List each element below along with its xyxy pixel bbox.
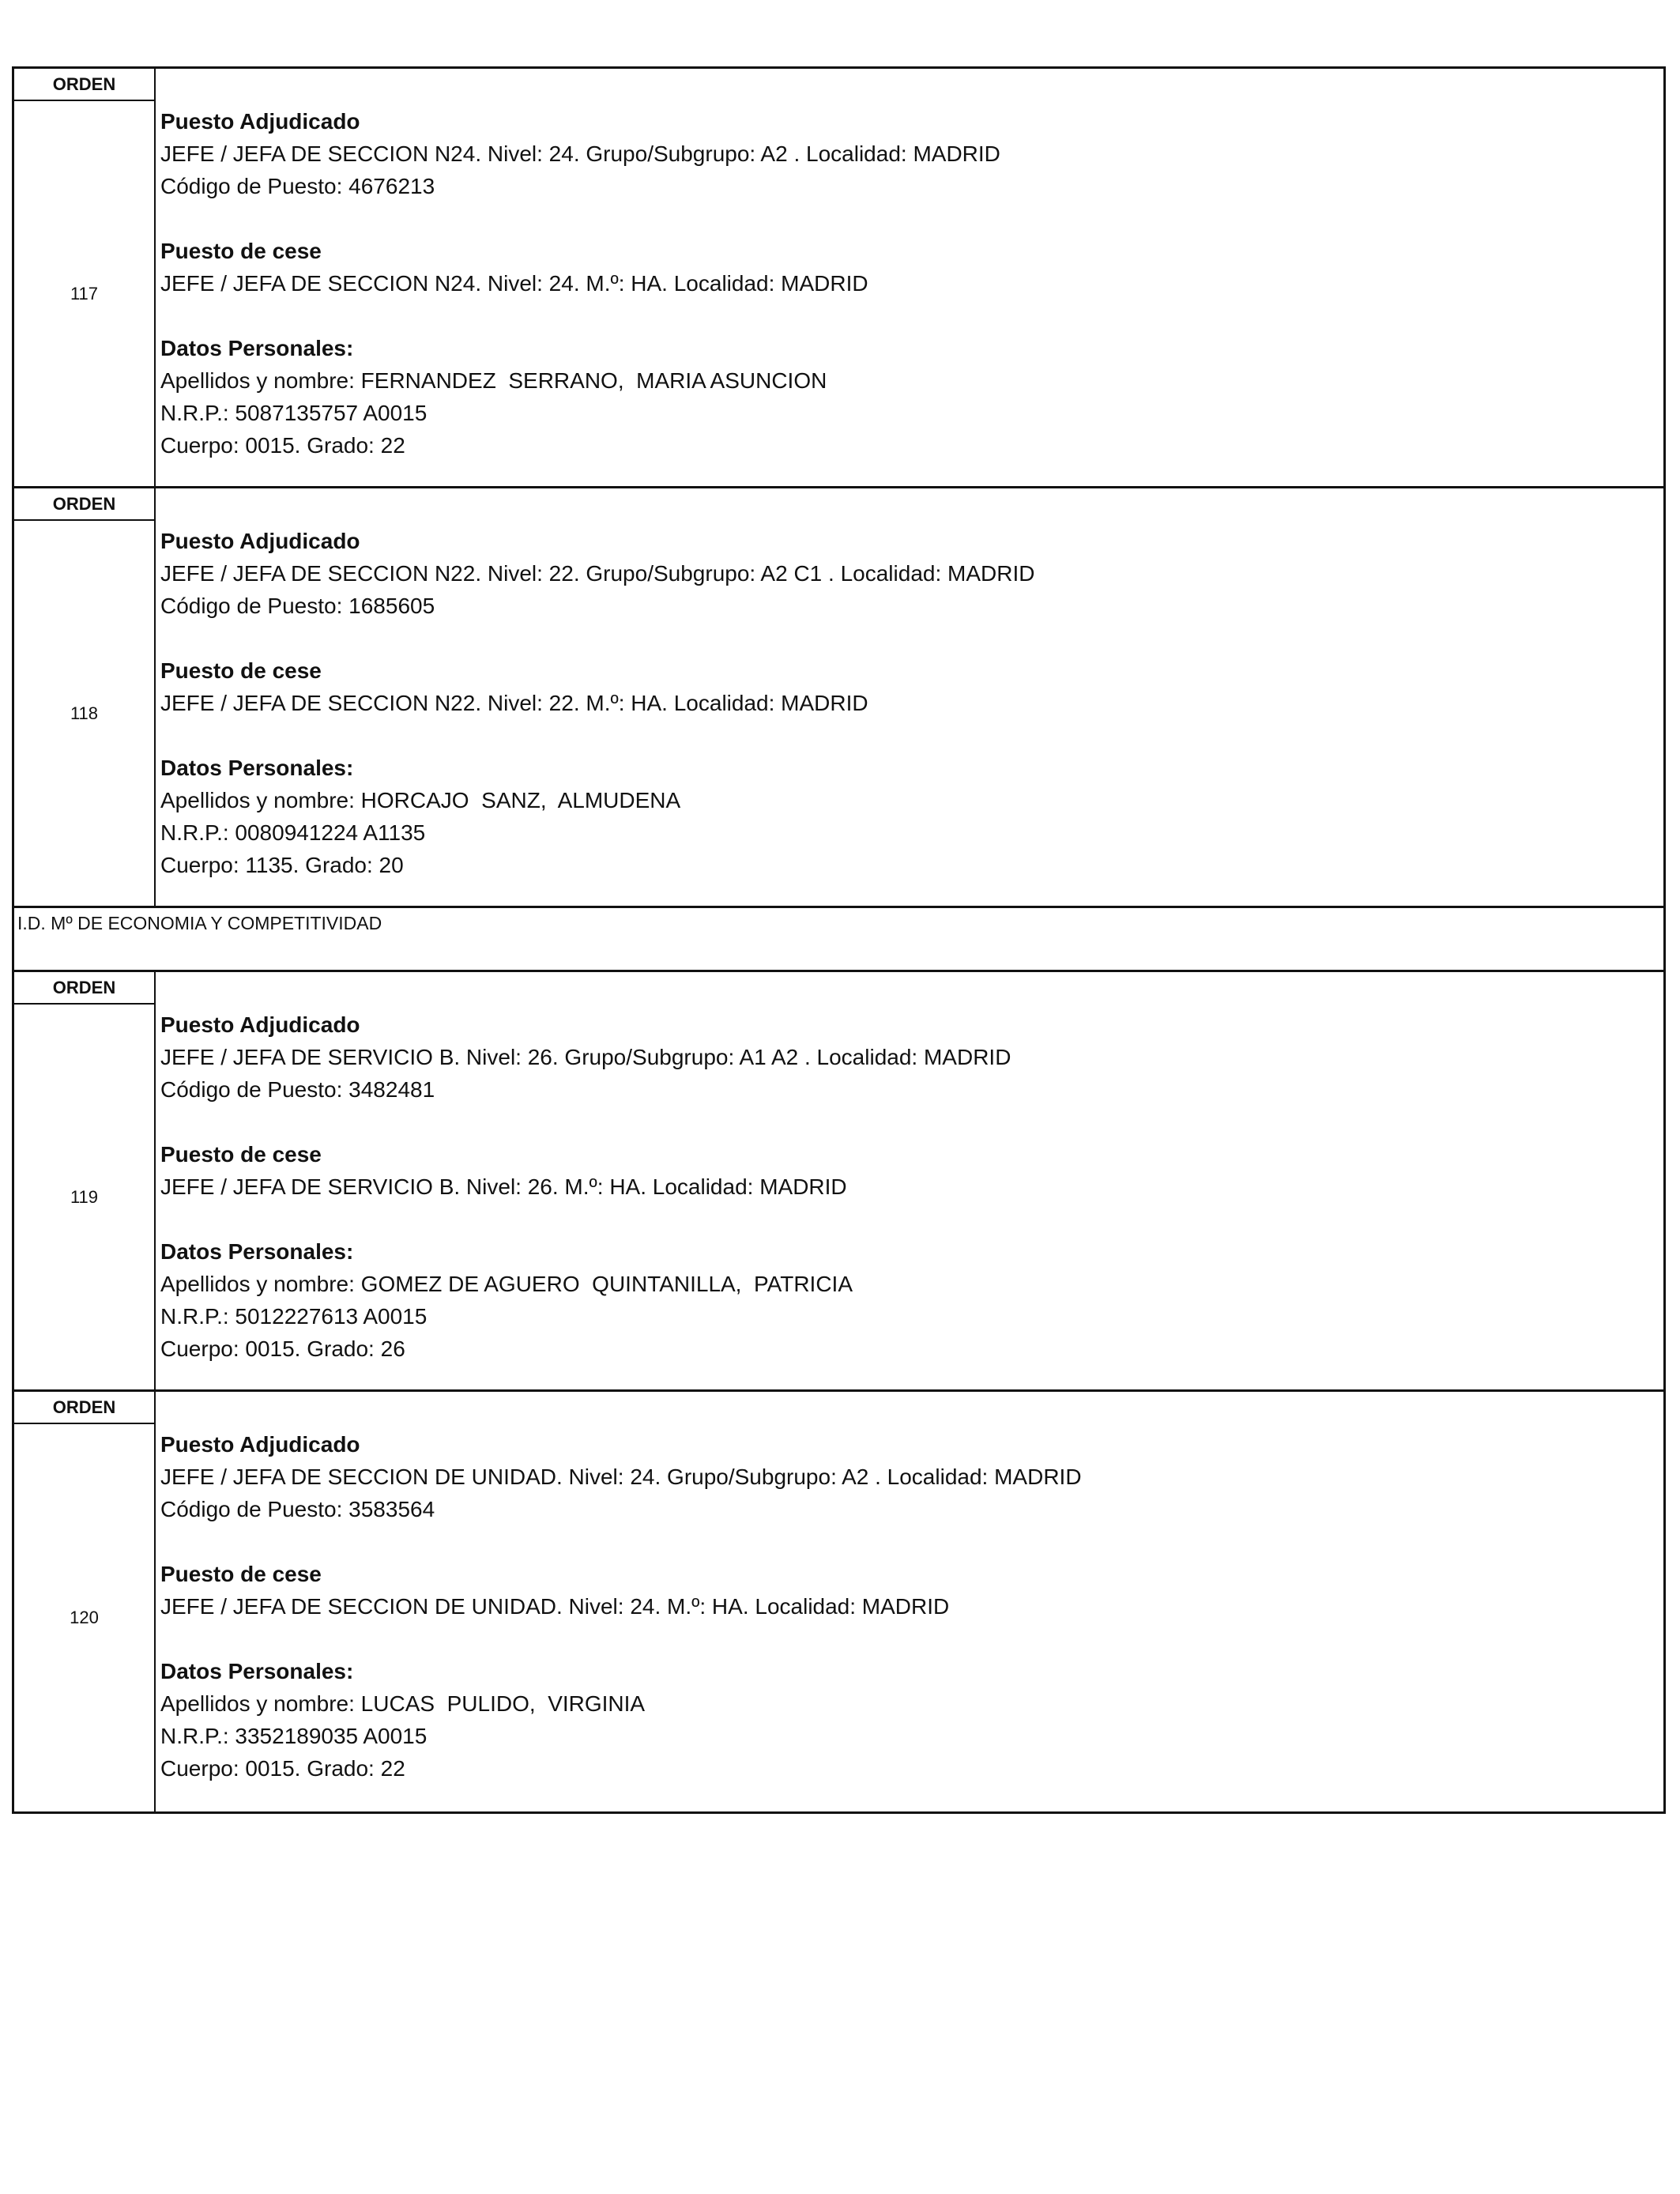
orden-header: ORDEN bbox=[14, 488, 154, 521]
entry-block bbox=[14, 488, 1663, 908]
datos-personales-heading: Datos Personales: bbox=[160, 756, 354, 780]
puesto-cese-heading: Puesto de cese bbox=[160, 658, 322, 683]
nrp-text: N.R.P.: 5012227613 A0015 bbox=[160, 1304, 428, 1329]
entry-block bbox=[14, 69, 1663, 488]
nombre-text: Apellidos y nombre: FERNANDEZ SERRANO, MARIA ASUNCION bbox=[160, 368, 827, 393]
puesto-cese-heading: Puesto de cese bbox=[160, 239, 322, 263]
puesto-adjudicado-text: JEFE / JEFA DE SERVICIO B. Nivel: 26. Grupo/Subgrupo: A1 A2 . Localidad: MADRID bbox=[160, 1045, 1011, 1069]
nrp-text: N.R.P.: 0080941224 A1135 bbox=[160, 820, 426, 845]
cuerpo-grado-text: Cuerpo: 1135. Grado: 20 bbox=[160, 853, 404, 877]
orden-column bbox=[14, 972, 156, 1389]
entry-details bbox=[160, 105, 1656, 462]
cuerpo-grado-text: Cuerpo: 0015. Grado: 26 bbox=[160, 1336, 405, 1361]
orden-column bbox=[14, 488, 156, 906]
orden-number: 118 bbox=[70, 703, 99, 723]
puesto-adjudicado-heading: Puesto Adjudicado bbox=[160, 1012, 360, 1037]
entry-details bbox=[160, 525, 1656, 881]
codigo-puesto-text: Código de Puesto: 3482481 bbox=[160, 1077, 435, 1102]
nrp-text: N.R.P.: 3352189035 A0015 bbox=[160, 1724, 428, 1748]
datos-personales-heading: Datos Personales: bbox=[160, 336, 354, 360]
orden-number: 119 bbox=[70, 1186, 99, 1207]
orden-header: ORDEN bbox=[14, 972, 154, 1005]
entry-details bbox=[160, 1008, 1656, 1365]
datos-personales-heading: Datos Personales: bbox=[160, 1239, 354, 1264]
cuerpo-grado-text: Cuerpo: 0015. Grado: 22 bbox=[160, 1756, 405, 1781]
entry-block bbox=[14, 1392, 1663, 1811]
puesto-adjudicado-text: JEFE / JEFA DE SECCION DE UNIDAD. Nivel: 24. Grupo/Subgrupo: A2 . Localidad: MADRID bbox=[160, 1465, 1082, 1489]
puesto-cese-heading: Puesto de cese bbox=[160, 1142, 322, 1167]
datos-personales-heading: Datos Personales: bbox=[160, 1659, 354, 1683]
puesto-adjudicado-heading: Puesto Adjudicado bbox=[160, 529, 360, 553]
orden-number: 117 bbox=[70, 283, 99, 303]
orden-header: ORDEN bbox=[14, 69, 154, 101]
orden-column bbox=[14, 69, 156, 486]
section-header: I.D. Mº DE ECONOMIA Y COMPETITIVIDAD bbox=[14, 908, 1663, 972]
puesto-cese-text: JEFE / JEFA DE SECCION N22. Nivel: 22. M.º: HA. Localidad: MADRID bbox=[160, 691, 868, 715]
nombre-text: Apellidos y nombre: LUCAS PULIDO, VIRGINIA bbox=[160, 1691, 646, 1716]
orden-number: 120 bbox=[70, 1608, 99, 1627]
puesto-adjudicado-heading: Puesto Adjudicado bbox=[160, 109, 360, 134]
codigo-puesto-text: Código de Puesto: 4676213 bbox=[160, 174, 435, 198]
document-table bbox=[12, 66, 1666, 1814]
puesto-cese-heading: Puesto de cese bbox=[160, 1562, 322, 1586]
puesto-cese-text: JEFE / JEFA DE SECCION DE UNIDAD. Nivel: 24. M.º: HA. Localidad: MADRID bbox=[160, 1594, 950, 1619]
orden-column bbox=[14, 1392, 156, 1811]
orden-header: ORDEN bbox=[14, 1392, 154, 1424]
codigo-puesto-text: Código de Puesto: 3583564 bbox=[160, 1497, 435, 1521]
puesto-adjudicado-text: JEFE / JEFA DE SECCION N24. Nivel: 24. Grupo/Subgrupo: A2 . Localidad: MADRID bbox=[160, 141, 1000, 166]
nrp-text: N.R.P.: 5087135757 A0015 bbox=[160, 401, 428, 425]
puesto-cese-text: JEFE / JEFA DE SERVICIO B. Nivel: 26. M.º: HA. Localidad: MADRID bbox=[160, 1174, 847, 1199]
entry-details bbox=[160, 1428, 1656, 1785]
puesto-adjudicado-text: JEFE / JEFA DE SECCION N22. Nivel: 22. Grupo/Subgrupo: A2 C1 . Localidad: MADRID bbox=[160, 561, 1035, 586]
entry-block bbox=[14, 972, 1663, 1392]
cuerpo-grado-text: Cuerpo: 0015. Grado: 22 bbox=[160, 433, 405, 458]
puesto-adjudicado-heading: Puesto Adjudicado bbox=[160, 1432, 360, 1457]
codigo-puesto-text: Código de Puesto: 1685605 bbox=[160, 594, 435, 618]
puesto-cese-text: JEFE / JEFA DE SECCION N24. Nivel: 24. M.º: HA. Localidad: MADRID bbox=[160, 271, 868, 296]
nombre-text: Apellidos y nombre: GOMEZ DE AGUERO QUINTANILLA, PATRICIA bbox=[160, 1272, 853, 1296]
nombre-text: Apellidos y nombre: HORCAJO SANZ, ALMUDENA bbox=[160, 788, 681, 812]
